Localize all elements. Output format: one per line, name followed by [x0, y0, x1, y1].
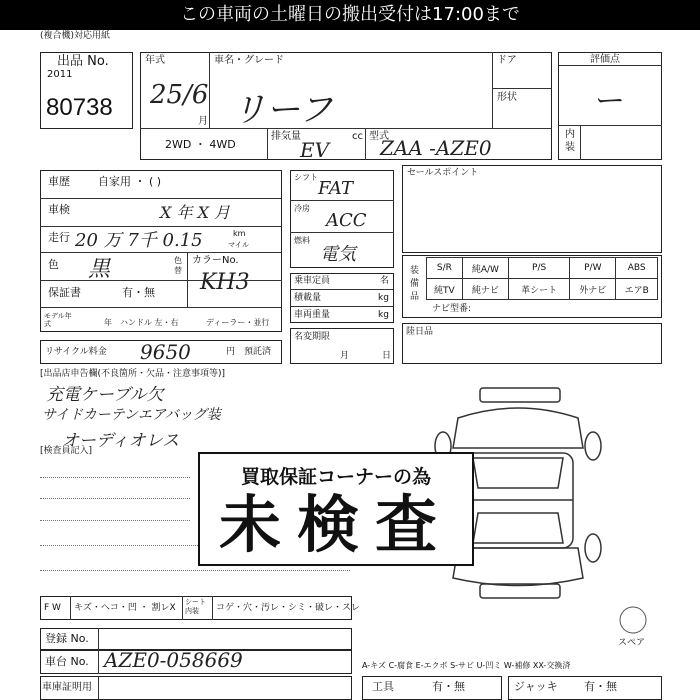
displacement-value: EV	[300, 138, 330, 162]
shift-value: FAT	[318, 178, 353, 199]
inspector-header: [検査員記入]	[40, 446, 93, 456]
equipment-table	[426, 257, 658, 300]
handle-label: ハンドル 左・右	[120, 318, 179, 327]
equip-external-navi: 外ナビ	[570, 279, 616, 300]
equip-airbag: エアB	[616, 279, 658, 300]
year-value: 25/6	[150, 80, 209, 110]
equip-ps: P/S	[509, 258, 570, 279]
fuel-value: 電気	[320, 244, 356, 265]
history-value: 自家用 ・ ( )	[98, 175, 162, 188]
equip-sr: S/R	[427, 258, 463, 279]
model-label: 型式	[369, 131, 389, 142]
capacity-unit-1: kg	[378, 293, 389, 303]
chassis-value: AZE0-058669	[104, 648, 243, 672]
capacity-label-1: 積載量	[294, 293, 322, 303]
displacement-unit: cc	[352, 131, 363, 142]
inspection-value: X 年 X 月	[160, 203, 231, 222]
warranty-label: 保証書	[48, 286, 81, 299]
aircon-label: 冷房	[294, 204, 310, 213]
rating-value: ー	[595, 84, 625, 119]
model-year-label: モデル年式	[44, 312, 72, 328]
equipment-label: 装備品	[410, 266, 420, 302]
jack-value: 有・無	[584, 680, 617, 693]
year-label: 年式	[145, 55, 165, 66]
notes-header: [出品店申告欄(不良箇所・欠品・注意事項等)]	[40, 369, 226, 379]
seat-legend: コゲ・穴・汚レ・シミ・破レ・スレ	[216, 603, 361, 613]
capacity-label-0: 乗車定員	[294, 276, 331, 286]
fw-label: F W	[44, 603, 61, 613]
shape-label: 形状	[497, 92, 517, 103]
model-value: ZAA -AZE0	[380, 136, 492, 160]
lot-label: 出品 No.	[57, 54, 109, 69]
aircon-value: ACC	[326, 210, 367, 231]
form-header: (複合機)対応用紙	[40, 31, 111, 41]
seat-label: シート内装	[185, 598, 206, 615]
color-no-label: カラーNo.	[192, 255, 239, 266]
recycle-unit: 円	[226, 347, 236, 357]
drive-label: 2WD ・ 4WD	[165, 138, 236, 151]
uninspected-stamp	[198, 452, 474, 566]
tool-value: 有・無	[432, 680, 465, 693]
mileage-unit-mile: マイル	[228, 241, 249, 249]
note-line-2: サイドカーテンエアバッグ装	[42, 407, 221, 423]
name-grade-label: 車名・グレード	[214, 55, 284, 66]
name-change-label: 名変期限	[294, 332, 331, 342]
rating-label: 評価点	[590, 54, 620, 65]
door-label: ドア	[497, 55, 517, 66]
model-year-unit: 年	[104, 318, 112, 327]
pickup-notice-banner: この車両の土曜日の搬出受付は17:00まで	[0, 0, 700, 30]
lot-box	[40, 52, 133, 129]
recycle-deposit: 預託済	[244, 347, 272, 357]
mileage-unit-km: km	[233, 229, 246, 238]
dealer-label: ディーラー・並行	[206, 318, 270, 327]
equip-genuine-aw: 純A/W	[462, 258, 508, 279]
garage-cert-label: 車庫証明用	[42, 682, 92, 693]
history-label: 車歴	[48, 175, 70, 188]
inspection-label: 車検	[48, 203, 70, 216]
color-value: 黒	[88, 257, 111, 282]
equip-abs: ABS	[616, 258, 658, 279]
tool-label: 工具	[372, 680, 394, 693]
month-suffix: 月	[198, 116, 208, 127]
recycle-value: 9650	[140, 340, 191, 364]
capacity-label-2: 車両重量	[294, 310, 331, 320]
damage-code-legend: A-キズ C-腐食 E-エクボ S-サビ U-凹ミ W-補修 XX-交換済	[362, 661, 571, 670]
shipping-label: 陸日品	[406, 327, 434, 337]
name-change-day: 日	[382, 351, 392, 361]
equip-genuine-tv: 純TV	[427, 279, 463, 300]
note-line-1: 充電ケーブル欠	[46, 385, 164, 405]
fuel-label: 燃料	[294, 236, 310, 245]
car-name-value: リーフ	[232, 90, 333, 130]
name-change-month: 月	[340, 351, 350, 361]
color-label: 色	[48, 258, 59, 271]
navi-model-label: ナビ型番:	[432, 304, 472, 314]
equip-genuine-navi: 純ナビ	[462, 279, 508, 300]
sales-point-label: セールスポイント	[407, 168, 479, 178]
warranty-value: 有・無	[122, 286, 155, 299]
interior-label: 内装	[565, 129, 575, 153]
stamp-uninspected: 未検査	[218, 488, 453, 561]
jack-label: ジャッキ	[514, 680, 558, 693]
shift-label: シフト	[294, 173, 318, 182]
equip-leather-seat: 革シート	[509, 279, 570, 300]
capacity-unit-0: 名	[380, 276, 390, 286]
fw-legend: キズ・ヘコ・凹 ・ 割レX	[74, 603, 176, 613]
displacement-label: 排気量	[271, 131, 301, 142]
capacity-unit-2: kg	[378, 310, 389, 320]
equip-pw: P/W	[570, 258, 616, 279]
spare-label: スペア	[618, 638, 646, 648]
recycle-label: リサイクル料金	[45, 347, 107, 357]
mileage-value: 20 万 7千 0.15	[75, 230, 203, 251]
color-change-label: 色替	[174, 256, 182, 275]
note-line-3: オーディオレス	[62, 431, 180, 451]
spare-tire-icon	[618, 605, 648, 635]
registration-label: 登録 No.	[45, 632, 89, 645]
stamp-reason: 買取保証コーナーの為	[240, 466, 431, 488]
mileage-label: 走行	[48, 231, 70, 244]
chassis-label: 車台 No.	[45, 655, 89, 668]
shipping-box	[402, 323, 662, 364]
lot-number: 80738	[46, 94, 113, 121]
lot-year-tag: 2011	[47, 69, 73, 80]
color-no-value: KH3	[200, 270, 250, 295]
